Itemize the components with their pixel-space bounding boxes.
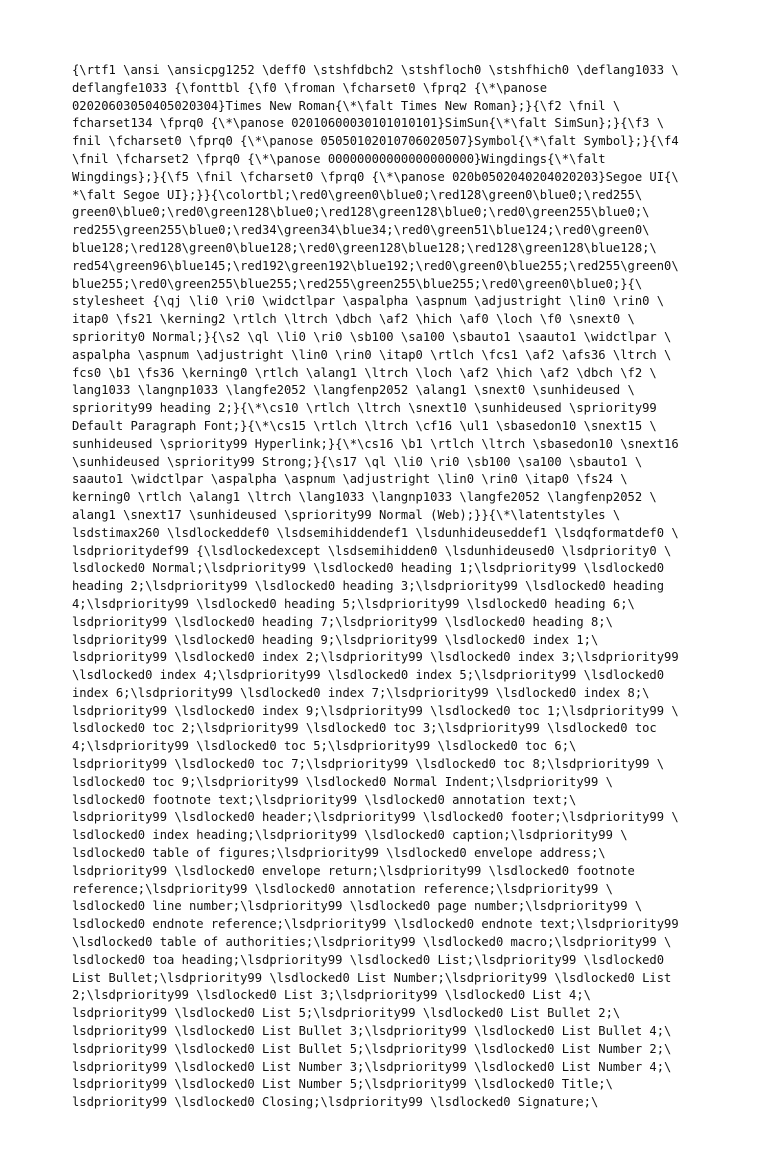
text-line: green0\blue0;\red0\green128\blue0;\red128\green128\blue0;\red0\green255\blue0;\: [72, 205, 650, 220]
text-line: fcs0 \b1 \fs36 \kerning0 \rtlch \alang1 \ltrch \loch \af2 \hich \af2 \dbch \f2 \: [72, 365, 657, 380]
text-line: fnil \fcharset0 \fprq0 {\*\panose 05050102010706020507}Symbol{\*\falt Symbol};}{\f4: [72, 134, 679, 149]
text-line: lsdlocked0 Normal;\lsdpriority99 \lsdlocked0 heading 1;\lsdpriority99 \lsdlocked0: [72, 561, 665, 576]
text-line: lsdlocked0 toc 9;\lsdpriority99 \lsdlocked0 Normal Indent;\lsdpriority99 \: [72, 774, 613, 789]
text-line: lsdpriority99 \lsdlocked0 List Bullet 3;\lsdpriority99 \lsdlocked0 List Bullet 4;\: [72, 1024, 672, 1039]
text-line: \lsdlocked0 table of authorities;\lsdpriority99 \lsdlocked0 macro;\lsdpriority99 \: [72, 935, 672, 950]
text-line: lsdpriority99 \lsdlocked0 envelope return;\lsdpriority99 \lsdlocked0 footnote: [72, 863, 635, 878]
text-line: [72, 1130, 712, 1148]
text-line: deflangfe1033 {\fonttbl {\f0 \froman \fcharset0 \fprq2 {\*\panose: [72, 80, 548, 95]
text-line: lsdpriority99 \lsdlocked0 heading 7;\lsdpriority99 \lsdlocked0 heading 8;\: [72, 614, 613, 629]
text-line: fcharset134 \fprq0 {\*\panose 02010600030101010101}SimSun{\*\falt SimSun};}{\f3 \: [72, 116, 665, 131]
text-line: lsdpriority99 \lsdlocked0 List Bullet 5;\lsdpriority99 \lsdlocked0 List Number 2;\: [72, 1041, 672, 1056]
text-line: saauto1 \widctlpar \aspalpha \aspnum \adjustright \lin0 \rin0 \itap0 \fs24 \: [72, 472, 628, 487]
text-line: index 6;\lsdpriority99 \lsdlocked0 index 7;\lsdpriority99 \lsdlocked0 index 8;\: [72, 685, 650, 700]
text-line: \lsdlocked0 index 4;\lsdpriority99 \lsdlocked0 index 5;\lsdpriority99 \lsdlocked0: [72, 668, 665, 683]
text-line: lsdlocked0 index heading;\lsdpriority99 \lsdlocked0 caption;\lsdpriority99 \: [72, 828, 628, 843]
text-line: [72, 1112, 712, 1130]
text-line: lsdstimax260 \lsdlockeddef0 \lsdsemihiddendef1 \lsdunhideuseddef1 \lsdqformatdef0 \: [72, 525, 679, 540]
text-line: {\rtf1 \ansi \ansicpg1252 \deff0 \stshfdbch2 \stshfloch0 \stshfhich0 \deflang1033 \: [72, 63, 679, 77]
text-line: \fnil \fcharset2 \fprq0 {\*\panose 00000000000000000000}Wingdings{\*\falt: [72, 151, 606, 166]
text-line: spriority0 Normal;}{\s2 \ql \li0 \ri0 \sb100 \sa100 \sbauto1 \saauto1 \widctlpar \: [72, 329, 672, 344]
text-line: red54\green96\blue145;\red192\green192\blue192;\red0\green0\blue255;\red255\green0\: [72, 258, 679, 273]
text-line: kerning0 \rtlch \alang1 \ltrch \lang1033 \langnp1033 \langfe2052 \langfenp2052 \: [72, 490, 657, 505]
text-line: itap0 \fs21 \kerning2 \rtlch \ltrch \dbch \af2 \hich \af0 \loch \f0 \snext0 \: [72, 312, 635, 327]
text-line: stylesheet {\qj \li0 \ri0 \widctlpar \aspalpha \aspnum \adjustright \lin0 \rin0 \: [72, 294, 665, 309]
text-line: lsdpriority99 \lsdlocked0 index 9;\lsdpriority99 \lsdlocked0 toc 1;\lsdpriority99 \: [72, 703, 679, 718]
text-line: lsdpriority99 \lsdlocked0 List 5;\lsdpriority99 \lsdlocked0 List Bullet 2;\: [72, 1006, 621, 1021]
text-line: sunhideused \spriority99 Hyperlink;}{\*\cs16 \b1 \rtlch \ltrch \sbasedon10 \snext16: [72, 436, 679, 451]
text-line: lsdprioritydef99 {\lsdlockedexcept \lsdsemihidden0 \lsdunhideused0 \lsdpriority0 \: [72, 543, 672, 558]
text-line: lsdpriority99 \lsdlocked0 header;\lsdpriority99 \lsdlocked0 footer;\lsdpriority99 \: [72, 810, 679, 825]
text-line: List Bullet;\lsdpriority99 \lsdlocked0 List Number;\lsdpriority99 \lsdlocked0 List: [72, 970, 672, 985]
text-line: heading 2;\lsdpriority99 \lsdlocked0 heading 3;\lsdpriority99 \lsdlocked0 heading: [72, 579, 665, 594]
text-line: Wingdings};}{\f5 \fnil \fcharset0 \fprq0 {\*\panose 020b0502040204020203}Segoe UI{\: [72, 169, 679, 184]
text-line: 4;\lsdpriority99 \lsdlocked0 heading 5;\lsdpriority99 \lsdlocked0 heading 6;\: [72, 596, 635, 611]
text-line: reference;\lsdpriority99 \lsdlocked0 annotation reference;\lsdpriority99 \: [72, 881, 613, 896]
text-line: alang1 \snext17 \sunhideused \spriority99 Normal (Web);}}{\*\latentstyles \: [72, 507, 621, 522]
text-line: blue255;\red0\green255\blue255;\red255\green255\blue255;\red0\green0\blue0;}{\: [72, 276, 643, 291]
text-line: lsdlocked0 table of figures;\lsdpriority99 \lsdlocked0 envelope address;\: [72, 846, 606, 861]
text-line: *\falt Segoe UI};}}{\colortbl;\red0\green0\blue0;\red128\green0\blue0;\red255\: [72, 187, 643, 202]
text-line: lsdpriority99 \lsdlocked0 index 2;\lsdpriority99 \lsdlocked0 index 3;\lsdpriority99: [72, 650, 679, 665]
text-line: \sunhideused \spriority99 Strong;}{\s17 \ql \li0 \ri0 \sb100 \sa100 \sbauto1 \: [72, 454, 643, 469]
text-line: lsdlocked0 toa heading;\lsdpriority99 \lsdlocked0 List;\lsdpriority99 \lsdlocked0: [72, 952, 665, 967]
text-line: lsdpriority99 \lsdlocked0 toc 7;\lsdpriority99 \lsdlocked0 toc 8;\lsdpriority99 \: [72, 757, 665, 772]
text-line: lsdpriority99 \lsdlocked0 List Number 3;\lsdpriority99 \lsdlocked0 List Number 4;\: [72, 1059, 672, 1074]
text-line: lsdpriority99 \lsdlocked0 heading 9;\lsdpriority99 \lsdlocked0 index 1;\: [72, 632, 599, 647]
text-line: lsdlocked0 toc 2;\lsdpriority99 \lsdlocked0 toc 3;\lsdpriority99 \lsdlocked0 toc: [72, 721, 657, 736]
text-line: spriority99 heading 2;}{\*\cs10 \rtlch \ltrch \snext10 \sunhideused \spriority99: [72, 401, 657, 416]
text-line: 02020603050405020304}Times New Roman{\*\falt Times New Roman};}{\f2 \fnil \: [72, 98, 621, 113]
text-line: red255\green255\blue0;\red34\green34\blue34;\red0\green51\blue124;\red0\green0\: [72, 223, 650, 238]
text-line: [72, 1148, 712, 1165]
text-line: lang1033 \langnp1033 \langfe2052 \langfenp2052 \alang1 \snext0 \sunhideused \: [72, 383, 635, 398]
text-line: blue128;\red128\green0\blue128;\red0\green128\blue128;\red128\green128\blue128;\: [72, 240, 657, 255]
text-line: aspalpha \aspnum \adjustright \lin0 \rin0 \itap0 \rtlch \fcs1 \af2 \afs36 \ltrch \: [72, 347, 672, 362]
text-line: Default Paragraph Font;}{\*\cs15 \rtlch \ltrch \cf16 \ul1 \sbasedon10 \snext15 \: [72, 418, 657, 433]
text-line: lsdpriority99 \lsdlocked0 List Number 5;\lsdpriority99 \lsdlocked0 Title;\: [72, 1077, 613, 1092]
text-line: 2;\lsdpriority99 \lsdlocked0 List 3;\lsdpriority99 \lsdlocked0 List 4;\: [72, 988, 591, 1003]
text-line: lsdpriority99 \lsdlocked0 Closing;\lsdpriority99 \lsdlocked0 Signature;\: [72, 1095, 599, 1110]
text-line: lsdlocked0 line number;\lsdpriority99 \lsdlocked0 page number;\lsdpriority99 \: [72, 899, 643, 914]
text-line: 4;\lsdpriority99 \lsdlocked0 toc 5;\lsdpriority99 \lsdlocked0 toc 6;\: [72, 739, 577, 754]
rtf-source-text: [72, 62, 712, 1165]
text-line: lsdlocked0 footnote text;\lsdpriority99 \lsdlocked0 annotation text;\: [72, 792, 577, 807]
text-line: lsdlocked0 endnote reference;\lsdpriority99 \lsdlocked0 endnote text;\lsdpriority99: [72, 917, 679, 932]
